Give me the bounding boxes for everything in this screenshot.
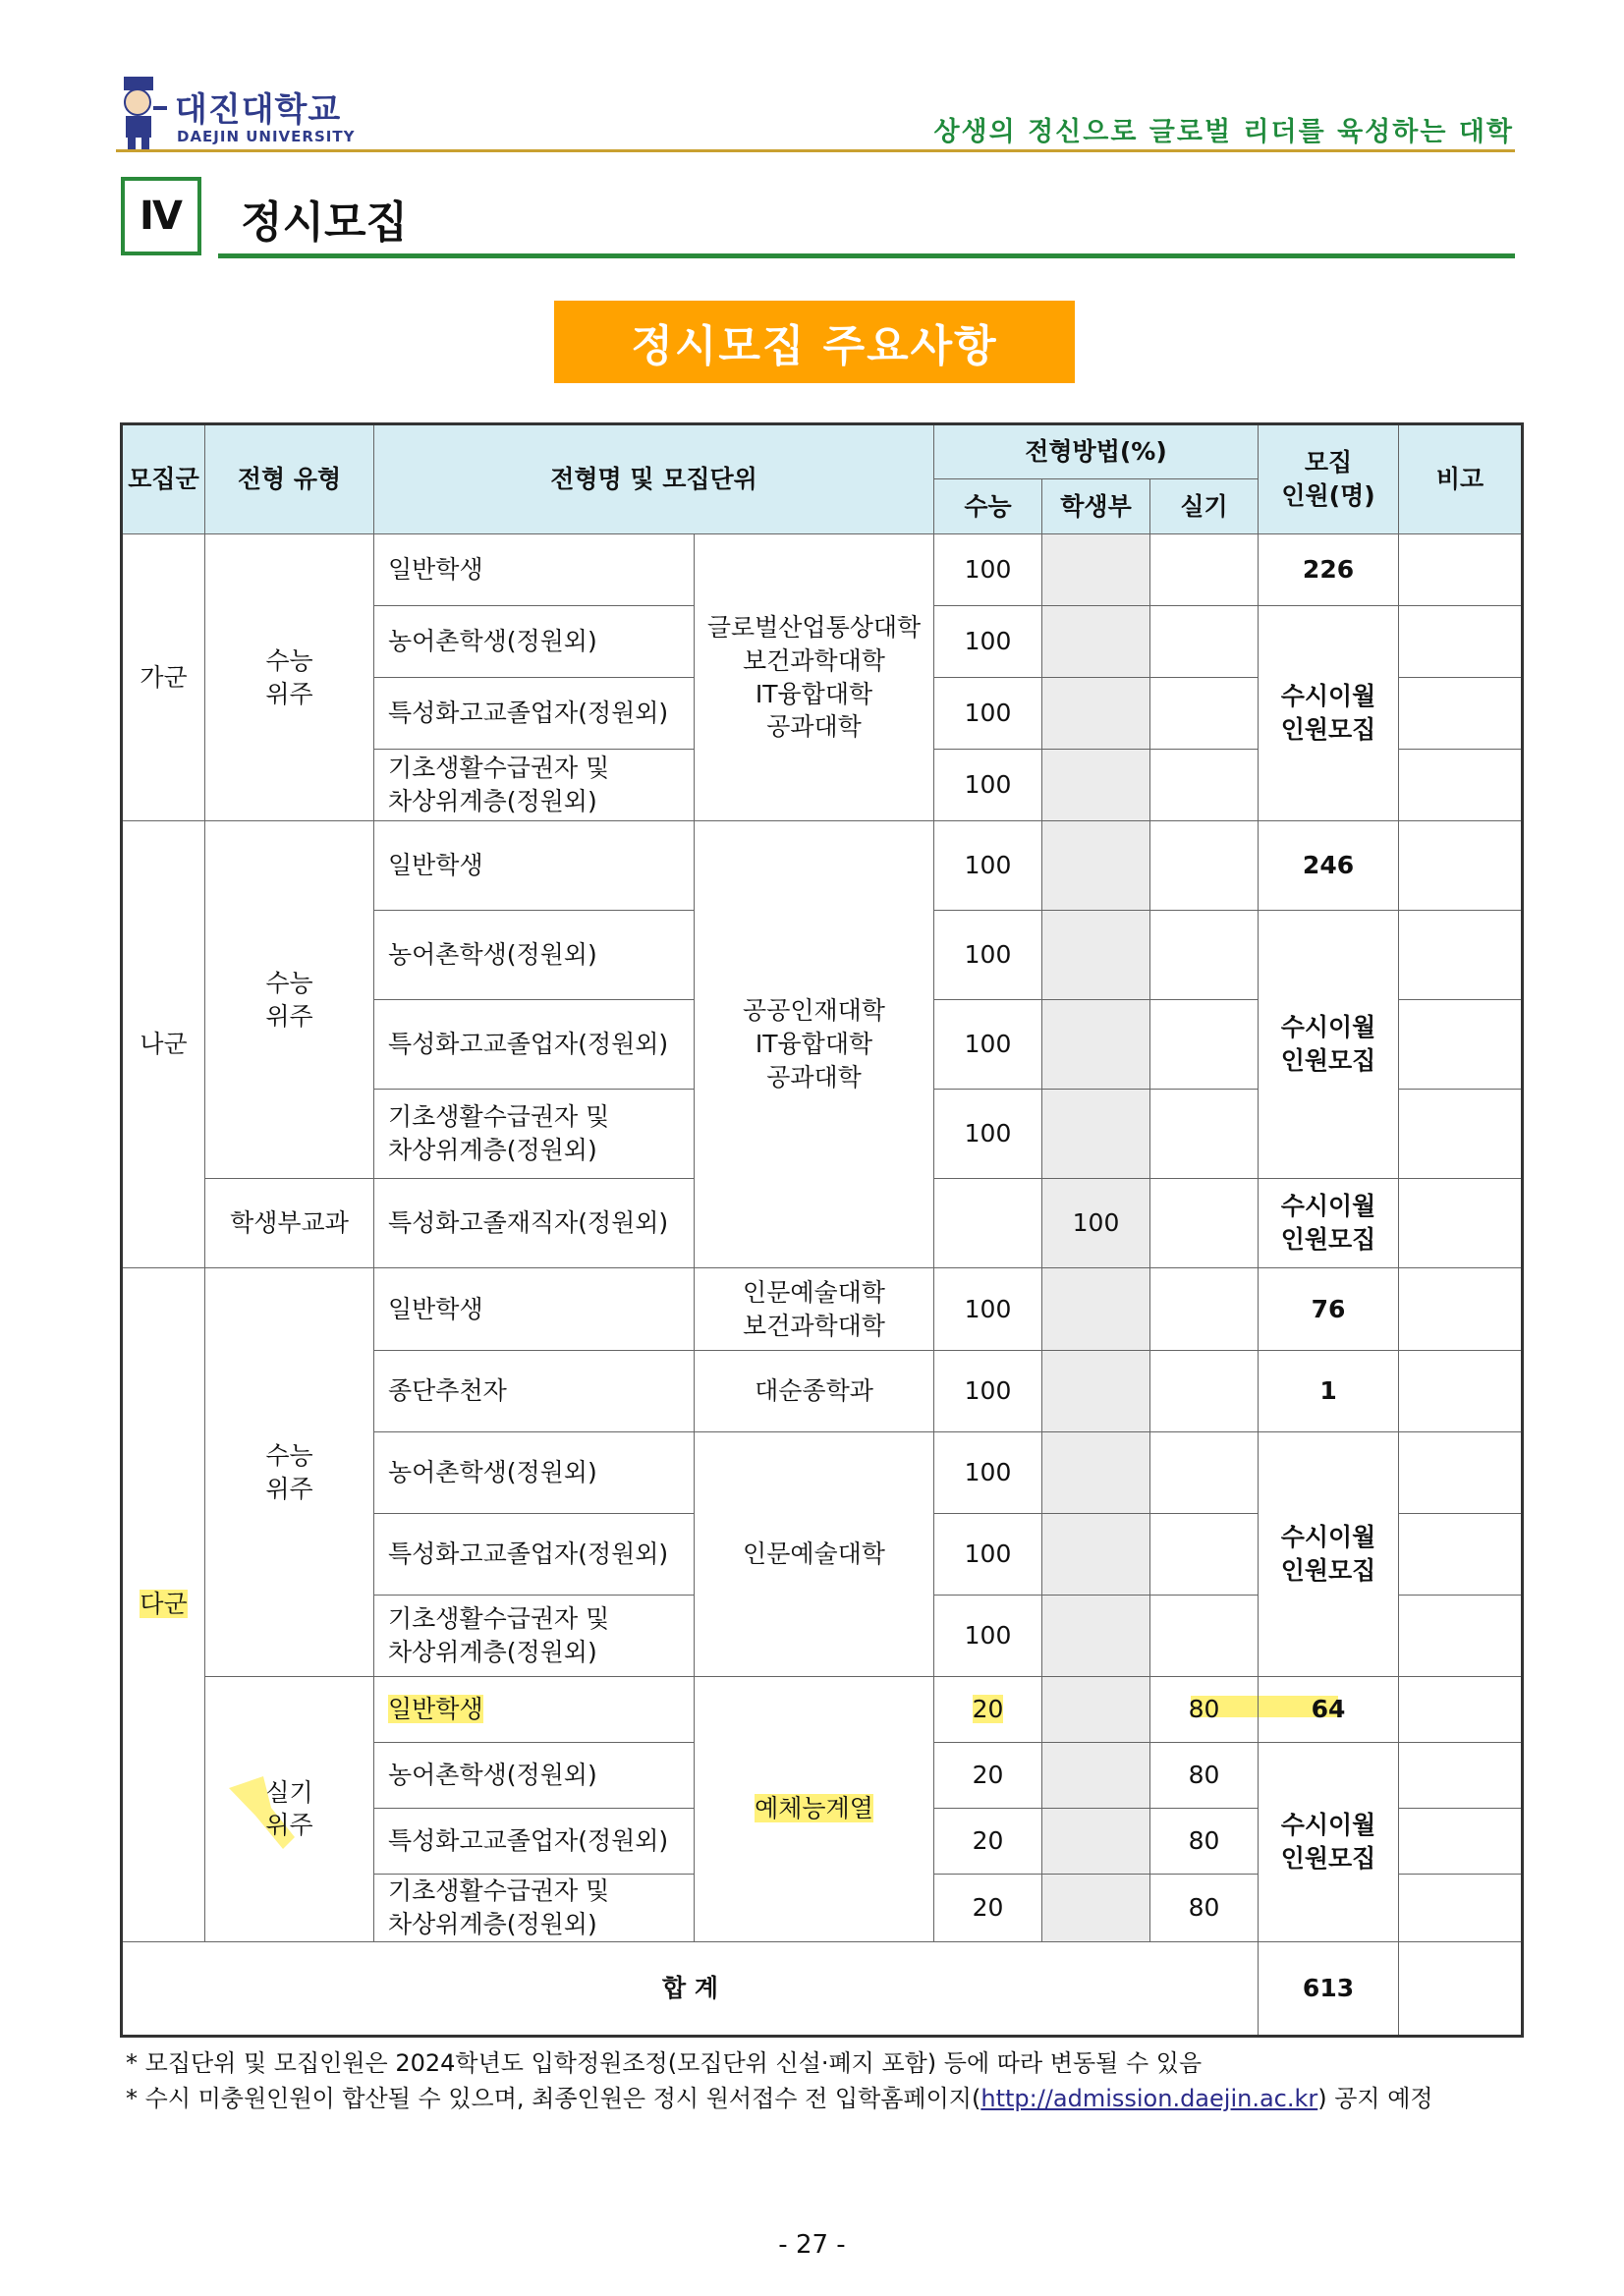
record-value bbox=[1042, 1677, 1150, 1743]
remarks-cell bbox=[1399, 750, 1523, 821]
track-name: 기초생활수급권자 및 차상위계층(정원외) bbox=[374, 750, 695, 821]
admission-link[interactable]: http://admission.daejin.ac.kr bbox=[980, 2085, 1318, 2112]
group-ga: 가군 bbox=[122, 534, 205, 821]
track-name: 농어촌학생(정원외) bbox=[374, 911, 695, 1000]
record-value bbox=[1042, 1090, 1150, 1179]
track-name: 특성화고교졸업자(정원외) bbox=[374, 1000, 695, 1090]
record-value bbox=[1042, 911, 1150, 1000]
header-csat: 수능 bbox=[934, 479, 1042, 534]
track-name: 일반학생 bbox=[374, 534, 695, 606]
csat-value: 100 bbox=[934, 750, 1042, 821]
group-na: 나군 bbox=[122, 821, 205, 1268]
track-name: 기초생활수급권자 및 차상위계층(정원외) bbox=[374, 1090, 695, 1179]
record-value bbox=[1042, 534, 1150, 606]
remarks-cell bbox=[1399, 1268, 1523, 1351]
practical-value bbox=[1150, 678, 1259, 750]
practical-value bbox=[1150, 1432, 1259, 1514]
section-title: 정시모집 bbox=[241, 197, 409, 248]
track-name bbox=[374, 1677, 695, 1743]
csat-value: 100 bbox=[934, 1432, 1042, 1514]
csat-value: 100 bbox=[934, 1514, 1042, 1596]
practical-value: 80 bbox=[1150, 1809, 1259, 1875]
footnote-2-tail: ) 공지 예정 bbox=[1317, 2085, 1433, 2112]
quota-note: 수시이월 인원모집 bbox=[1259, 911, 1399, 1179]
track-name: 특성화고교졸업자(정원외) bbox=[374, 1514, 695, 1596]
footnote-1: * 모집단위 및 모집인원은 2024학년도 입학정원조정(모집단위 신설·폐지 포함) 등에 따라 변동될 수 있음 bbox=[126, 2049, 1203, 2077]
csat-value: 20 bbox=[934, 1809, 1042, 1875]
track-name: 기초생활수급권자 및 차상위계층(정원외) bbox=[374, 1596, 695, 1677]
banner-title: 정시모집 주요사항 bbox=[554, 301, 1075, 383]
record-value bbox=[1042, 1514, 1150, 1596]
remarks-cell bbox=[1399, 1596, 1523, 1677]
mascot-icon bbox=[116, 77, 173, 151]
quota-value: 246 bbox=[1259, 821, 1399, 911]
practical-value bbox=[1150, 1268, 1259, 1351]
csat-value-label: 20 bbox=[972, 1695, 1004, 1724]
practical-value bbox=[1150, 1514, 1259, 1596]
track-name: 일반학생 bbox=[374, 1268, 695, 1351]
header-record: 학생부 bbox=[1042, 479, 1150, 534]
logo-name-en: DAEJIN UNIVERSITY bbox=[177, 128, 356, 145]
record-value bbox=[1042, 1809, 1150, 1875]
header-quota: 모집 인원(명) bbox=[1259, 424, 1399, 534]
unit-cell: 글로벌산업통상대학 보건과학대학 IT융합대학 공과대학 bbox=[695, 534, 934, 821]
unit-cell: 인문예술대학 보건과학대학 bbox=[695, 1268, 934, 1351]
footnote-2 bbox=[126, 2081, 1433, 2116]
csat-value bbox=[934, 1677, 1042, 1743]
page-number: - 27 - bbox=[778, 2230, 846, 2260]
practical-value bbox=[1150, 821, 1259, 911]
header-name-unit: 전형명 및 모집단위 bbox=[374, 424, 934, 534]
header-group: 모집군 bbox=[122, 424, 205, 534]
csat-value: 100 bbox=[934, 1351, 1042, 1432]
type-school-record: 학생부교과 bbox=[205, 1179, 374, 1268]
record-value bbox=[1042, 1268, 1150, 1351]
record-value: 100 bbox=[1042, 1179, 1150, 1268]
remarks-cell bbox=[1399, 1809, 1523, 1875]
practical-value: 80 bbox=[1150, 1743, 1259, 1809]
record-value bbox=[1042, 1351, 1150, 1432]
quota-value: 226 bbox=[1259, 534, 1399, 606]
remarks-cell bbox=[1399, 1875, 1523, 1942]
csat-value: 100 bbox=[934, 911, 1042, 1000]
record-value bbox=[1042, 1596, 1150, 1677]
track-name-label: 일반학생 bbox=[388, 1695, 483, 1724]
table-row bbox=[122, 821, 1523, 911]
csat-value: 100 bbox=[934, 534, 1042, 606]
track-name: 농어촌학생(정원외) bbox=[374, 1432, 695, 1514]
type-csat: 수능 위주 bbox=[205, 821, 374, 1179]
remarks-cell bbox=[1399, 1432, 1523, 1514]
csat-value: 100 bbox=[934, 1090, 1042, 1179]
total-row bbox=[122, 1941, 1523, 2036]
practical-value bbox=[1150, 1596, 1259, 1677]
quota-note: 수시이월 인원모집 bbox=[1259, 1743, 1399, 1942]
quota-value: 76 bbox=[1259, 1268, 1399, 1351]
remarks-cell bbox=[1399, 911, 1523, 1000]
track-name: 특성화고졸재직자(정원외) bbox=[374, 1179, 695, 1268]
header-type: 전형 유형 bbox=[205, 424, 374, 534]
section-divider bbox=[218, 253, 1515, 258]
unit-label: 예체능계열 bbox=[755, 1794, 873, 1823]
type-csat: 수능 위주 bbox=[205, 534, 374, 821]
type-practical: 실기 위주 bbox=[205, 1677, 374, 1942]
remarks-cell bbox=[1399, 821, 1523, 911]
group-da-label: 다군 bbox=[140, 1590, 188, 1619]
track-name: 기초생활수급권자 및 차상위계층(정원외) bbox=[374, 1875, 695, 1942]
practical-value bbox=[1150, 606, 1259, 678]
footnotes bbox=[126, 2045, 1433, 2116]
csat-value: 100 bbox=[934, 821, 1042, 911]
record-value bbox=[1042, 750, 1150, 821]
track-name: 특성화고교졸업자(정원외) bbox=[374, 1809, 695, 1875]
header-method: 전형방법(%) bbox=[934, 424, 1259, 479]
csat-value: 100 bbox=[934, 1268, 1042, 1351]
total-value: 613 bbox=[1259, 1941, 1399, 2036]
section-number: Ⅳ bbox=[121, 177, 201, 255]
quota-note: 수시이월 인원모집 bbox=[1259, 1432, 1399, 1677]
track-name: 농어촌학생(정원외) bbox=[374, 606, 695, 678]
footnote-2-text: * 수시 미충원인원이 합산될 수 있으며, 최종인원은 정시 원서접수 전 입학홈페이지( bbox=[126, 2085, 981, 2112]
remarks-cell bbox=[1399, 1000, 1523, 1090]
admission-table bbox=[120, 422, 1524, 2038]
practical-value bbox=[1150, 1000, 1259, 1090]
remarks-cell bbox=[1399, 1514, 1523, 1596]
csat-value: 20 bbox=[934, 1743, 1042, 1809]
remarks-cell bbox=[1399, 1351, 1523, 1432]
unit-cell bbox=[695, 1677, 934, 1942]
track-name: 농어촌학생(정원외) bbox=[374, 1743, 695, 1809]
remarks-cell bbox=[1399, 606, 1523, 678]
remarks-cell bbox=[1399, 534, 1523, 606]
practical-value bbox=[1150, 1090, 1259, 1179]
type-csat: 수능 위주 bbox=[205, 1268, 374, 1677]
slogan: 상생의 정신으로 글로벌 리더를 육성하는 대학 bbox=[933, 117, 1514, 147]
track-name: 일반학생 bbox=[374, 821, 695, 911]
logo-name: 대진대학교 bbox=[175, 90, 342, 130]
practical-value: 80 bbox=[1150, 1875, 1259, 1942]
remarks-cell bbox=[1399, 1090, 1523, 1179]
record-value bbox=[1042, 678, 1150, 750]
record-value bbox=[1042, 1875, 1150, 1942]
record-value bbox=[1042, 1743, 1150, 1809]
csat-value: 100 bbox=[934, 606, 1042, 678]
remarks-cell bbox=[1399, 1179, 1523, 1268]
record-value bbox=[1042, 1432, 1150, 1514]
table-row bbox=[122, 1677, 1523, 1743]
quota-note: 수시이월 인원모집 bbox=[1259, 1179, 1399, 1268]
unit-cell: 공공인재대학 IT융합대학 공과대학 bbox=[695, 821, 934, 1268]
record-value bbox=[1042, 1000, 1150, 1090]
header-divider bbox=[116, 149, 1515, 152]
csat-value: 20 bbox=[934, 1875, 1042, 1942]
remarks-cell bbox=[1399, 678, 1523, 750]
remarks-cell bbox=[1399, 1677, 1523, 1743]
csat-value: 100 bbox=[934, 678, 1042, 750]
quota-note: 수시이월 인원모집 bbox=[1259, 606, 1399, 821]
record-value bbox=[1042, 606, 1150, 678]
practical-value bbox=[1150, 1351, 1259, 1432]
record-value bbox=[1042, 821, 1150, 911]
csat-value: 100 bbox=[934, 1000, 1042, 1090]
quota-value: 1 bbox=[1259, 1351, 1399, 1432]
header-practical: 실기 bbox=[1150, 479, 1259, 534]
university-logo bbox=[116, 77, 381, 153]
csat-value bbox=[934, 1179, 1042, 1268]
table-row bbox=[122, 1268, 1523, 1351]
practical-value bbox=[1150, 534, 1259, 606]
header-remarks: 비고 bbox=[1399, 424, 1523, 534]
unit-cell: 인문예술대학 bbox=[695, 1432, 934, 1677]
track-name: 종단추천자 bbox=[374, 1351, 695, 1432]
track-name: 특성화고교졸업자(정원외) bbox=[374, 678, 695, 750]
practical-value bbox=[1150, 1179, 1259, 1268]
csat-value: 100 bbox=[934, 1596, 1042, 1677]
unit-cell: 대순종학과 bbox=[695, 1351, 934, 1432]
practical-value bbox=[1150, 750, 1259, 821]
remarks-cell bbox=[1399, 1743, 1523, 1809]
total-label: 합 계 bbox=[122, 1941, 1259, 2036]
quota-value: 64 bbox=[1259, 1677, 1399, 1743]
table-row bbox=[122, 534, 1523, 606]
practical-value: 80 bbox=[1150, 1677, 1259, 1743]
practical-value bbox=[1150, 911, 1259, 1000]
remarks-cell bbox=[1399, 1941, 1523, 2036]
group-da bbox=[122, 1268, 205, 1942]
